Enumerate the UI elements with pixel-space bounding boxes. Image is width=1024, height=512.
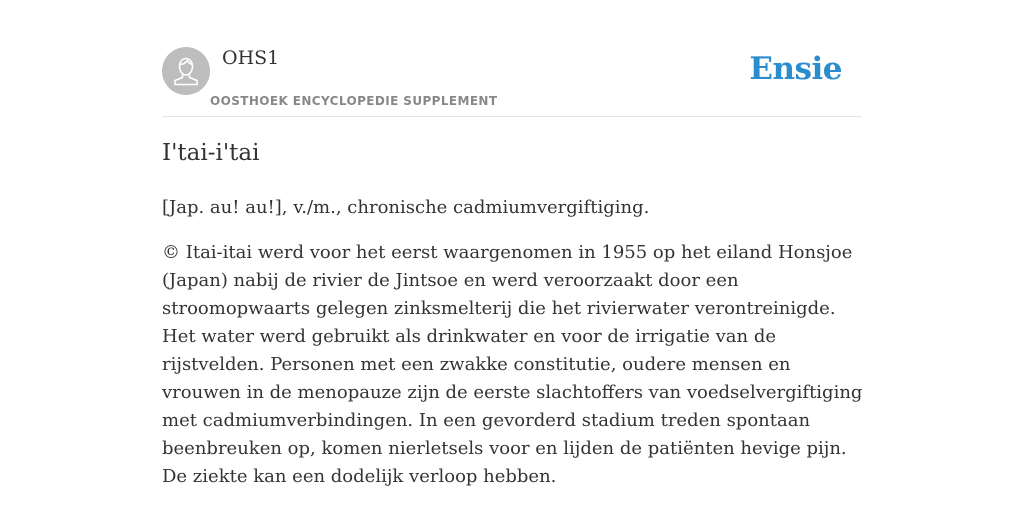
entry-body: © Itai-itai werd voor het eerst waargenomen in 1955 op het eiland Honsjoe (Japan) nabij de rivier de Jintsoe en werd veroorzaakt door een stroomopwaarts gelegen zinksmelterij die het rivierwater verontreinigde. Het water werd gebruikt als drinkwater en voor de irrigatie van de rijstvelden. Personen met een zwakke constitutie, oudere mensen en vrouwen in de menopauze zijn de eerste slachtoffers van voedselvergiftiging met cadmiumverbindingen. In een gevorderd stadium treden spontaan beenbreuken op, komen nierletsels voor en lijden de patiënten hevige pijn. De ziekte kan een dodelijk verloop hebben.	[162, 242, 863, 487]
entry-definition: [Jap. au! au!], v./m., chronische cadmiumvergiftiging.	[162, 197, 650, 218]
brand-logo[interactable]: Ensie	[749, 51, 842, 87]
page-header	[162, 0, 862, 117]
source-code-link[interactable]: OHS1	[222, 47, 280, 69]
source-name: OOSTHOEK ENCYCLOPEDIE SUPPLEMENT	[210, 94, 498, 108]
entry-term: I'tai-i'tai	[162, 140, 260, 166]
page-container	[162, 0, 863, 487]
avatar[interactable]	[162, 47, 210, 95]
user-icon	[162, 47, 210, 95]
